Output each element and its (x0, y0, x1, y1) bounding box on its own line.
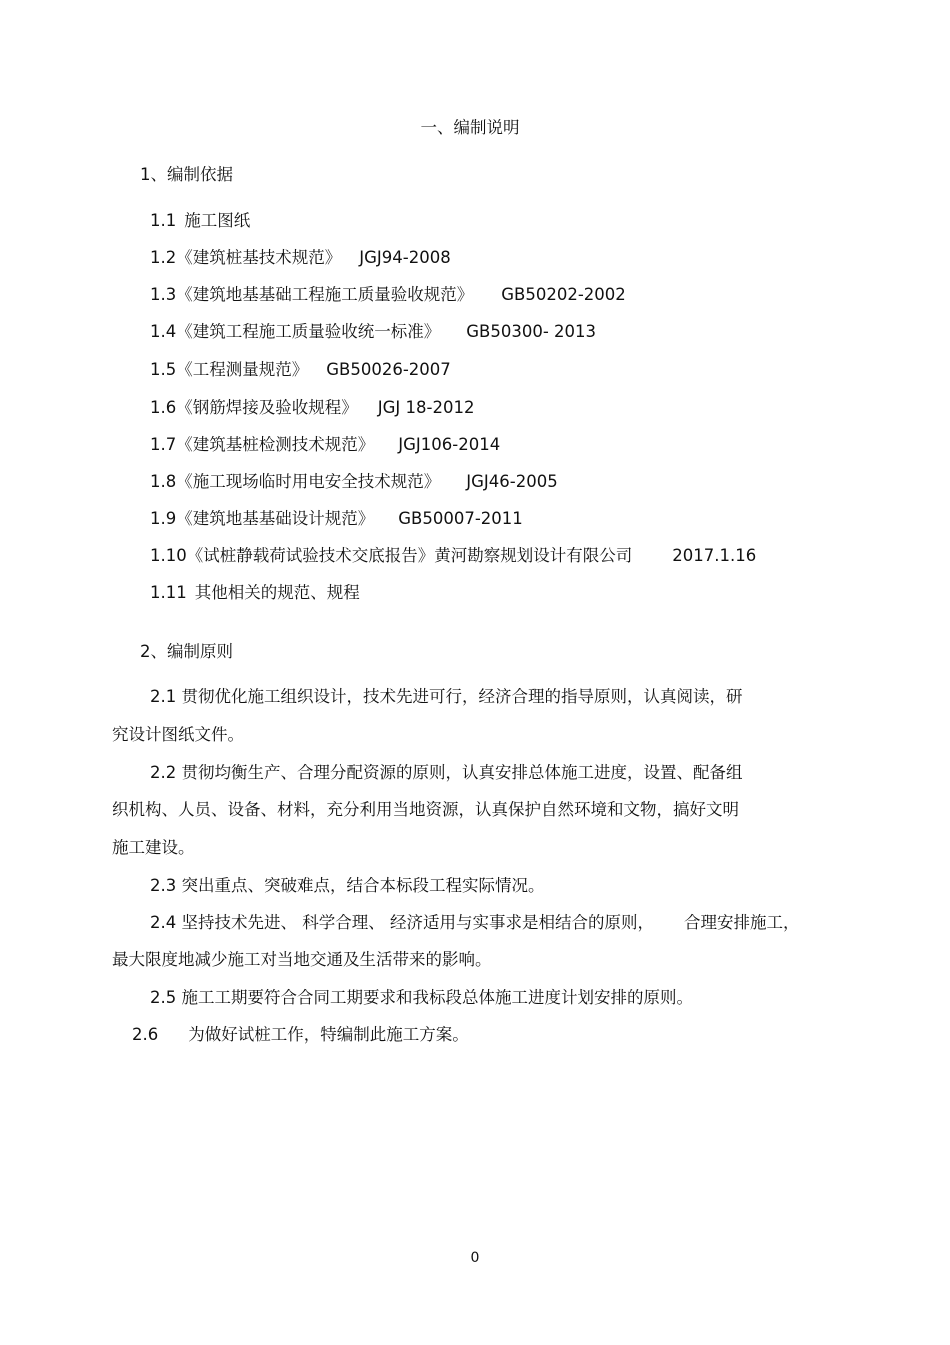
reference-item: 1.6《钢筋焊接及验收规程》 JGJ 18-2012 (150, 398, 475, 417)
principle-2-2-line-1: 2.2 贯彻均衡生产、合理分配资源的原则，认真安排总体施工进度，设置、配备组 (150, 763, 743, 782)
principle-2-3: 2.3 突出重点、突破难点，结合本标段工程实际情况。 (150, 876, 545, 895)
reference-item: 1.3《建筑地基基础工程施工质量验收规范》 GB50202-2002 (150, 285, 626, 304)
reference-item: 1.10《试桩静载荷试验技术交底报告》黄河勘察规划设计有限公司 2017.1.16 (150, 546, 757, 565)
principle-2-1-line-1: 2.1 贯彻优化施工组织设计，技术先进可行，经济合理的指导原则，认真阅读，研 (150, 687, 743, 706)
principle-2-4-line-1: 2.4 坚持技术先进、 科学合理、 经济适用与实事求是相结合的原则， 合理安排施工， (150, 913, 800, 932)
section-2-heading: 2、编制原则 (140, 642, 233, 661)
principle-2-2-line-2: 织机构、人员、设备、材料，充分利用当地资源，认真保护自然环境和文物，搞好文明 (112, 800, 739, 819)
document-title: 一、编制说明 (420, 118, 520, 137)
reference-item: 1.4《建筑工程施工质量验收统一标准》 GB50300- 2013 (150, 322, 597, 341)
principle-2-4-line-2: 最大限度地减少施工对当地交通及生活带来的影响。 (112, 950, 492, 969)
reference-item: 1.2《建筑桩基技术规范》 JGJ94-2008 (150, 248, 451, 267)
reference-item: 1.7《建筑基桩检测技术规范》 JGJ106-2014 (150, 435, 501, 454)
principle-2-1-line-2: 究设计图纸文件。 (112, 725, 244, 744)
section-1-heading: 1、编制依据 (140, 165, 233, 184)
reference-item: 1.9《建筑地基基础设计规范》 GB50007-2011 (150, 509, 523, 528)
reference-item: 1.5《工程测量规范》 GB50026-2007 (150, 360, 451, 379)
page-number: 0 (470, 1250, 480, 1266)
reference-item: 1.1 施工图纸 (150, 211, 251, 230)
principle-2-2-line-3: 施工建设。 (112, 838, 195, 857)
reference-item: 1.11 其他相关的规范、规程 (150, 583, 360, 602)
reference-item: 1.8《施工现场临时用电安全技术规范》 JGJ46-2005 (150, 472, 558, 491)
principle-2-6: 2.6 为做好试桩工作，特编制此施工方案。 (132, 1025, 469, 1044)
principle-2-5: 2.5 施工工期要符合合同工期要求和我标段总体施工进度计划安排的原则。 (150, 988, 693, 1007)
